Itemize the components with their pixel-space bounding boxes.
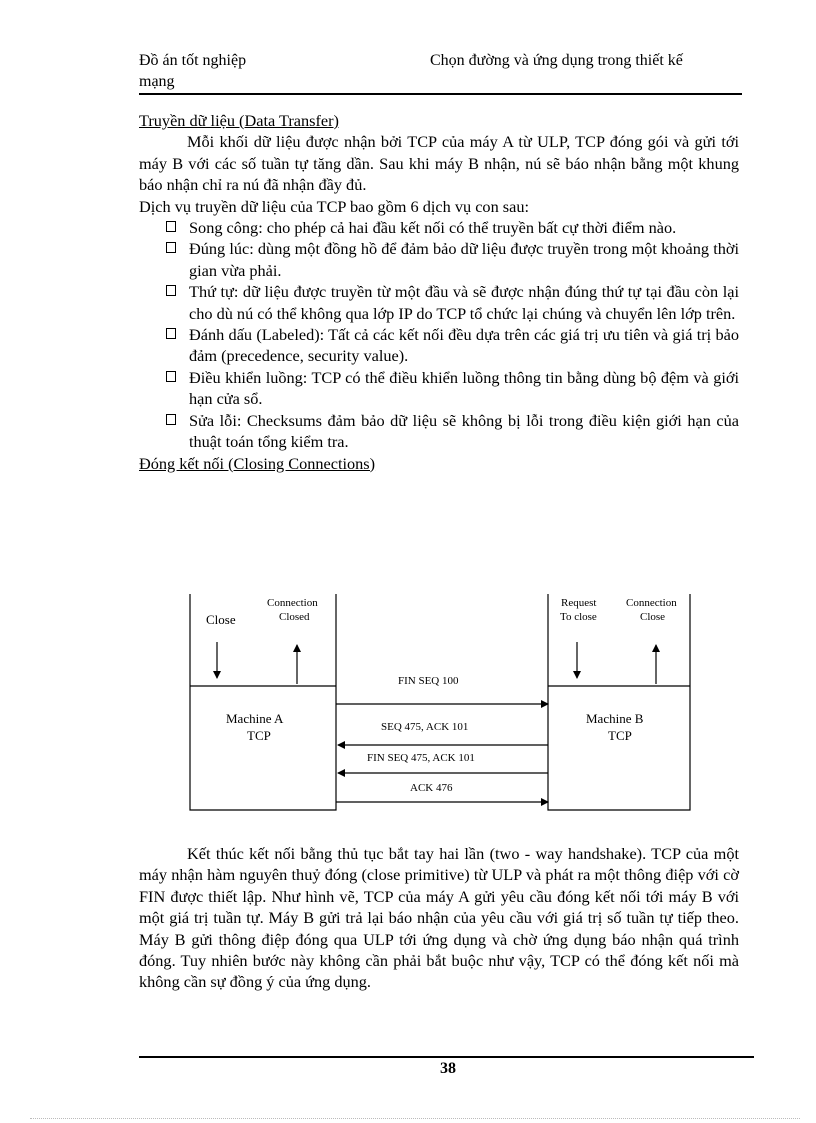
machine-a-label-line1: Machine A [226,711,284,726]
checkbox-bullet-icon [166,221,176,232]
main-content [139,110,739,474]
header-right: Chọn đường và ứng dụng trong thiết kế [430,52,683,69]
label-connection-closed-line2: Closed [279,611,310,623]
list-item-text: Sửa lỗi: Checksums đảm bảo dữ liệu sẽ không bị lỗi trong điều kiện giới hạn của thuật toán tổng kiểm tra. [189,410,739,452]
list-item [166,281,739,324]
list-item-text: Thứ tự: dữ liệu được truyền từ một đầu và sẽ được nhận đúng thứ tự tại đầu còn lại cho dù nú có thể không qua lớp IP do TCP tổ chức lại chúng và chuyển lên lớp trên. [189,282,739,323]
checkbox-bullet-icon [166,371,176,382]
message-label: SEQ 475, ACK 101 [381,721,469,733]
list-item [166,367,739,410]
message-label: FIN SEQ 475, ACK 101 [367,752,475,764]
section-title-data-transfer: Truyền dữ liệu (Data Transfer) [139,111,339,130]
label-request-line1: Request [561,597,597,609]
label-request-line2: To close [560,611,597,623]
section-title-closing-connections: Đóng kết nối (Closing Connections) [139,453,376,473]
list-item-text: Điều khiển luồng: TCP có thể điều khiển luồng thông tin bằng dùng bộ đệm và giới hạn cửa sổ. [189,367,739,409]
machine-a-label-line2: TCP [247,728,271,743]
services-intro: Dịch vụ truyền dữ liệu của TCP bao gồm 6 dịch vụ con sau: [139,196,530,216]
label-connection-closed-line1: Connection [267,597,318,609]
label-close: Close [206,612,236,627]
machine-b-label-line1: Machine B [586,711,644,726]
list-item-text: Đúng lúc: dùng một đồng hồ để đảm bảo dữ liệu được truyền trong một khoảng thời gian vừa phải. [189,239,739,280]
label-connection-close-line1: Connection [626,597,677,609]
label-connection-close-line2: Close [640,611,666,623]
services-list [139,217,739,452]
paragraph-closing-connections: Kết thúc kết nối bằng thủ tục bắt tay hai lần (two - way handshake). TCP của một máy nhận hàm nguyên thuỷ đóng (close primitive) từ ULP và phát ra một thông điệp với cờ FIN được thiết lập. Như hình vẽ, TCP của máy A gửi yêu cầu đóng kết nối tới máy B với một giá trị tuần tự. Máy B gửi trả lại báo nhận của yêu cầu với giá trị số tuần tự tiếp theo. Máy B gửi thông điệp đóng qua ULP tới ứng dụng và chờ ứng dụng báo nhận quá trình đóng. Tuy nhiên bước này không cần phải bắt buộc như vậy, TCP có thể đóng kết nối mà không cần sự đồng ý của ứng dụng. [139,844,739,992]
list-item [166,410,739,453]
checkbox-bullet-icon [166,285,176,296]
page-edge-dotted-line [30,1118,800,1119]
footer-rule [139,1056,754,1058]
machine-b-box [548,594,690,810]
list-item [166,324,739,367]
paragraph-data-transfer: Mỗi khối dữ liệu được nhận bởi TCP của máy A từ ULP, TCP đóng gói và gửi tới máy B với các số tuần tự tăng dần. Sau khi máy B nhận, nú sẽ báo nhận bằng một khung báo nhận chỉ ra nú đã nhận đầy đủ. [139,132,739,195]
machine-b-label-line2: TCP [608,728,632,743]
message-label: ACK 476 [410,782,453,794]
header-rule [139,93,742,95]
checkbox-bullet-icon [166,414,176,425]
list-item [166,217,739,238]
header-left [139,50,246,92]
list-item [166,238,739,281]
header-left-line1: Đồ án tốt nghiệp [139,52,247,69]
page-number: 38 [440,1060,456,1077]
header-left-line2: mạng [139,73,175,90]
closing-connection-diagram [180,590,720,820]
list-item-text: Đánh dấu (Labeled): Tất cả các kết nối đều dựa trên các giá trị ưu tiên và giá trị bảo đảm (precedence, security value). [189,325,739,366]
list-item-text: Song công: cho phép cả hai đầu kết nối có thể truyền bất cự thời điểm nào. [189,218,677,238]
message-label: FIN SEQ 100 [398,675,459,687]
checkbox-bullet-icon [166,328,176,339]
checkbox-bullet-icon [166,242,176,253]
